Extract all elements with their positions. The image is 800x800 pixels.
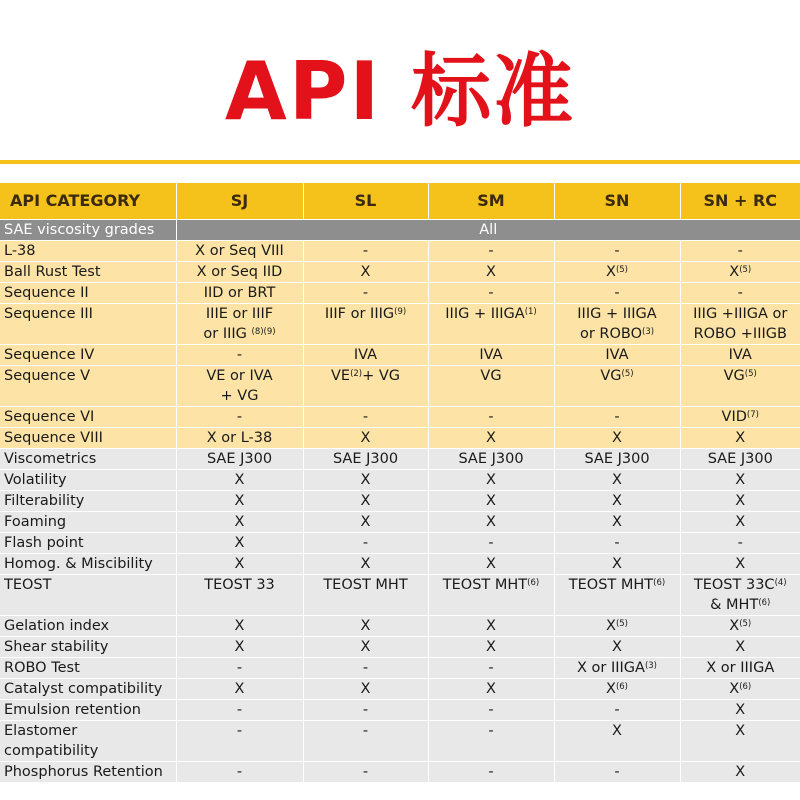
table-cell: - (176, 700, 303, 721)
table-row (0, 616, 800, 637)
table-cell: X (303, 679, 428, 700)
table-cell: IIIF or IIIG$^{(9)}$ (303, 304, 428, 345)
table-cell: X (428, 470, 554, 491)
header-api-category: API CATEGORY (0, 183, 176, 220)
table-row (0, 407, 800, 428)
table-cell: - (303, 700, 428, 721)
table-cell: X (680, 512, 800, 533)
table-cell: VID$^{(7)}$ (680, 407, 800, 428)
table-cell: - (428, 762, 554, 783)
api-standards-table (0, 183, 800, 783)
table-cell: SAE J300 (176, 449, 303, 470)
table-cell: - (428, 700, 554, 721)
table-row (0, 533, 800, 554)
table-row (0, 470, 800, 491)
row-label: Elastomer compatibility (0, 721, 176, 762)
table-cell: X (428, 428, 554, 449)
table-cell: X (428, 262, 554, 283)
table-row (0, 304, 800, 345)
table-cell: IVA (428, 345, 554, 366)
table-cell: - (428, 407, 554, 428)
table-cell: X (554, 428, 680, 449)
table-row (0, 679, 800, 700)
table-cell: $X^{(5)}$ (554, 616, 680, 637)
table-cell: X (554, 721, 680, 762)
table-cell: - (680, 283, 800, 304)
table-cell: SAE J300 (680, 449, 800, 470)
row-label: Emulsion retention (0, 700, 176, 721)
table-cell: - (554, 283, 680, 304)
table-cell: - (428, 658, 554, 679)
table-cell: X (303, 491, 428, 512)
table-cell: X (680, 637, 800, 658)
table-cell: X (554, 554, 680, 575)
row-label: L-38 (0, 241, 176, 262)
table-cell: X (428, 491, 554, 512)
header-sm: SM (428, 183, 554, 220)
table-cell: - (176, 345, 303, 366)
table-cell: - (428, 721, 554, 762)
table-cell: - (428, 283, 554, 304)
table-cell: X or Seq VIII (176, 241, 303, 262)
row-label: Sequence VIII (0, 428, 176, 449)
table-cell: $X^{(6)}$ (680, 679, 800, 700)
table-cell: X (303, 470, 428, 491)
table-row (0, 491, 800, 512)
table-cell: IIIG + $IIIGA^{(1)}$ (428, 304, 554, 345)
table-cell: X (680, 762, 800, 783)
row-label: Filterability (0, 491, 176, 512)
table-cell: X (554, 512, 680, 533)
table-cell: X (303, 637, 428, 658)
table-cell: - (176, 658, 303, 679)
table-cell: X (176, 637, 303, 658)
table-row (0, 658, 800, 679)
table-row (0, 554, 800, 575)
table-cell: X or IIIGA$^{(3)}$ (554, 658, 680, 679)
table-cell: - (176, 762, 303, 783)
table-cell: - (680, 533, 800, 554)
row-label: Phosphorus Retention (0, 762, 176, 783)
table-cell: - (303, 241, 428, 262)
table-row (0, 241, 800, 262)
header-sj: SJ (176, 183, 303, 220)
row-label: Flash point (0, 533, 176, 554)
header-sn-rc: SN + RC (680, 183, 800, 220)
table-cell: IVA (554, 345, 680, 366)
table-cell: $VE^{(2)}+$ VG (303, 366, 428, 407)
table-cell: X or L-38 (176, 428, 303, 449)
table-cell: X (428, 637, 554, 658)
table-cell: - (303, 533, 428, 554)
table-row (0, 637, 800, 658)
row-label: Gelation index (0, 616, 176, 637)
table-cell: - (554, 700, 680, 721)
row-label: Foaming (0, 512, 176, 533)
header-sn: SN (554, 183, 680, 220)
table-cell: X (428, 512, 554, 533)
table-cell: - (303, 762, 428, 783)
table-cell: X (680, 700, 800, 721)
table-cell: X (303, 262, 428, 283)
table-cell: VG$^{(5)}$ (554, 366, 680, 407)
table-cell: - (303, 407, 428, 428)
table-row (0, 366, 800, 407)
table-cell: X (428, 616, 554, 637)
table-cell: SAE J300 (554, 449, 680, 470)
row-label: Volatility (0, 470, 176, 491)
table-row (0, 262, 800, 283)
table-cell: X (680, 554, 800, 575)
table-header-row (0, 183, 800, 220)
table-cell: - (554, 762, 680, 783)
table-cell: IIIG + IIIGA or ROBO$^{(3)}$ (554, 304, 680, 345)
table-cell: X (176, 679, 303, 700)
table-row (0, 345, 800, 366)
table-cell: VG (428, 366, 554, 407)
table-cell: $X^{(5)}$ (554, 262, 680, 283)
table-cell: X (680, 428, 800, 449)
table-cell: X (176, 491, 303, 512)
table-cell: $X^{(5)}$ (680, 262, 800, 283)
table-cell: X (176, 470, 303, 491)
table-cell: X (303, 512, 428, 533)
row-label: ROBO Test (0, 658, 176, 679)
title-divider (0, 160, 800, 164)
table-cell: X (303, 616, 428, 637)
table-cell: X (303, 554, 428, 575)
table-cell: IVA (303, 345, 428, 366)
table-cell: X (176, 533, 303, 554)
table-cell: TEOST MHT (303, 575, 428, 616)
row-label: SAE viscosity grades (0, 220, 176, 241)
table-cell: $X^{(5)}$ (680, 616, 800, 637)
row-label: Viscometrics (0, 449, 176, 470)
table-cell: TEOST $33C^{(4)}$ & MHT$^{(6)}$ (680, 575, 800, 616)
row-label: Sequence II (0, 283, 176, 304)
table-cell: - (554, 407, 680, 428)
viscosity-grades-value: All (176, 220, 800, 241)
table-cell: $X^{(6)}$ (554, 679, 680, 700)
table-cell: X (680, 721, 800, 762)
table-cell: - (428, 241, 554, 262)
viscosity-grades-row (0, 220, 800, 241)
table-cell: - (428, 533, 554, 554)
row-label: Catalyst compatibility (0, 679, 176, 700)
table-row (0, 512, 800, 533)
table-cell: - (680, 241, 800, 262)
table-cell: TEOST MHT$^{(6)}$ (428, 575, 554, 616)
header-sl: SL (303, 183, 428, 220)
table-cell: - (176, 407, 303, 428)
table-cell: X (176, 554, 303, 575)
table-cell: VE or IVA + VG (176, 366, 303, 407)
row-label: Sequence III (0, 304, 176, 345)
table-cell: TEOST 33 (176, 575, 303, 616)
table-cell: X (680, 491, 800, 512)
table-row (0, 721, 800, 762)
table-row (0, 428, 800, 449)
table-cell: IVA (680, 345, 800, 366)
table-cell: - (554, 533, 680, 554)
table-cell: X (176, 616, 303, 637)
row-label: Shear stability (0, 637, 176, 658)
table-cell: X (680, 470, 800, 491)
table-row (0, 283, 800, 304)
table-cell: - (303, 283, 428, 304)
row-label: Sequence V (0, 366, 176, 407)
table-row (0, 575, 800, 616)
table-row (0, 762, 800, 783)
table-cell: - (303, 658, 428, 679)
table-cell: X (428, 679, 554, 700)
table-cell: - (554, 241, 680, 262)
table-cell: X (176, 512, 303, 533)
table-cell: X (554, 470, 680, 491)
row-label: Homog. & Miscibility (0, 554, 176, 575)
table-cell: IIIE or IIIF or IIIG $^{(8)(9)}$ (176, 304, 303, 345)
table-cell: X (303, 428, 428, 449)
table-cell: X (554, 637, 680, 658)
table-row (0, 700, 800, 721)
table-cell: X or IIIGA (680, 658, 800, 679)
table-cell: X (554, 491, 680, 512)
table-cell: IID or BRT (176, 283, 303, 304)
table-cell: - (176, 721, 303, 762)
row-label: TEOST (0, 575, 176, 616)
table-cell: SAE J300 (303, 449, 428, 470)
row-label: Sequence VI (0, 407, 176, 428)
table-cell: IIIG +IIIGA or ROBO +IIIGB (680, 304, 800, 345)
page-title: API 标准 (224, 45, 576, 138)
table-cell: X or Seq IID (176, 262, 303, 283)
table-row (0, 449, 800, 470)
table-cell: - (303, 721, 428, 762)
table-cell: TEOST MHT$^{(6)}$ (554, 575, 680, 616)
table-cell: X (428, 554, 554, 575)
row-label: Sequence IV (0, 345, 176, 366)
row-label: Ball Rust Test (0, 262, 176, 283)
table-cell: SAE J300 (428, 449, 554, 470)
table-cell: VG$^{(5)}$ (680, 366, 800, 407)
